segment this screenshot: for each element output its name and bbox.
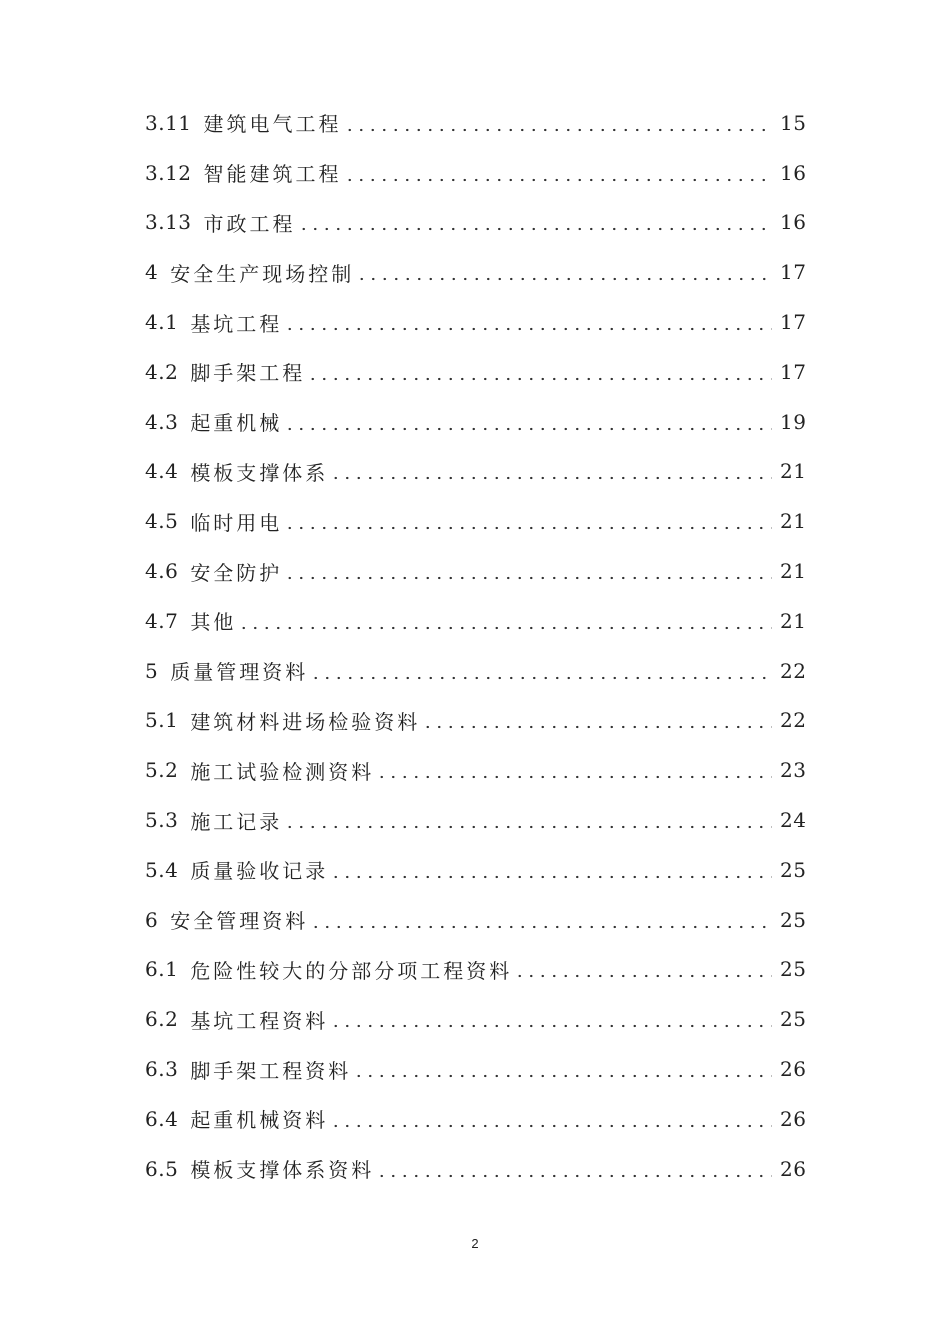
toc-entry[interactable] [145,945,806,995]
toc-entry-title: 安全防护 [190,560,283,585]
toc-dot-leader [356,265,772,285]
toc-entry-page: 17 [780,359,807,384]
toc-entry-page: 25 [780,857,807,882]
toc-entry-number: 4.6 [145,559,179,584]
toc-entry[interactable] [145,198,806,248]
toc-dot-leader [330,863,772,883]
toc-entry-page: 25 [780,1007,807,1032]
toc-entry[interactable] [145,596,806,646]
toc-entry[interactable] [145,148,806,198]
toc-entry-title: 质量验收记录 [190,859,329,884]
toc-entry-title: 基坑工程 [190,311,283,336]
toc-entry[interactable] [145,994,806,1044]
toc-entry[interactable] [145,397,806,447]
toc-entry-number: 4.4 [145,459,179,484]
toc-entry-title: 质量管理资料 [170,660,309,685]
toc-entry-title: 起重机械资料 [190,1108,329,1133]
toc-entry-title: 智能建筑工程 [203,162,342,187]
toc-entry-page: 21 [780,509,807,534]
toc-entry-title: 危险性较大的分部分项工程资料 [190,958,513,983]
toc-entry-number: 6.5 [145,1156,179,1181]
toc-entry-page: 17 [780,310,807,335]
toc-entry-page: 22 [780,658,807,683]
toc-entry[interactable] [145,447,806,497]
toc-dot-leader [344,116,772,136]
toc-entry[interactable] [145,98,806,148]
toc-entry[interactable] [145,845,806,895]
toc-dot-leader [376,763,772,783]
toc-entry[interactable] [145,247,806,297]
toc-entry-number: 4.7 [145,608,179,633]
toc-entry-number: 5.3 [145,808,179,833]
toc-entry[interactable] [145,795,806,845]
toc-entry-title: 建筑电气工程 [203,112,342,137]
toc-entry-title: 模板支撑体系 [190,460,329,485]
toc-dot-leader [310,913,772,933]
page-number: 2 [471,1236,479,1251]
toc-dot-leader [376,1162,772,1182]
table-of-contents [145,98,806,1194]
toc-entry-page: 21 [780,459,807,484]
toc-entry[interactable] [145,1094,806,1144]
toc-entry-number: 3.13 [145,210,192,235]
toc-entry[interactable] [145,745,806,795]
toc-entry-page: 22 [780,708,807,733]
toc-entry-page: 23 [780,758,807,783]
toc-entry-title: 起重机械 [190,411,283,436]
toc-entry[interactable] [145,895,806,945]
toc-dot-leader [284,514,772,534]
toc-entry-title: 施工记录 [190,809,283,834]
toc-entry-page: 21 [780,608,807,633]
toc-dot-leader [298,215,772,235]
toc-dot-leader [284,813,772,833]
toc-dot-leader [422,713,772,733]
toc-dot-leader [284,415,772,435]
toc-entry-title: 脚手架工程资料 [190,1058,352,1083]
toc-entry-page: 15 [780,110,807,135]
toc-entry-title: 建筑材料进场检验资料 [190,709,421,734]
toc-entry[interactable] [145,696,806,746]
toc-entry-title: 其他 [190,610,237,635]
toc-entry-number: 4.3 [145,409,179,434]
toc-entry-title: 临时用电 [190,510,283,535]
toc-dot-leader [238,614,772,634]
toc-entry-number: 6.3 [145,1057,179,1082]
toc-entry-page: 17 [780,260,807,285]
toc-dot-leader [330,1012,772,1032]
toc-entry-page: 21 [780,559,807,584]
toc-entry-title: 安全管理资料 [170,909,309,934]
toc-entry-page: 24 [780,808,807,833]
toc-entry[interactable] [145,1144,806,1194]
toc-entry-number: 6.1 [145,957,179,982]
toc-dot-leader [330,1112,772,1132]
toc-entry-number: 3.11 [145,110,192,135]
toc-dot-leader [307,365,772,385]
toc-entry[interactable] [145,546,806,596]
toc-entry-page: 16 [780,210,807,235]
toc-entry-page: 26 [780,1106,807,1131]
toc-dot-leader [284,564,772,584]
toc-dot-leader [284,315,772,335]
toc-entry-page: 19 [780,409,807,434]
toc-entry-number: 6.2 [145,1007,179,1032]
toc-entry-number: 5 [145,658,159,683]
toc-entry-number: 6.4 [145,1106,179,1131]
toc-entry[interactable] [145,297,806,347]
toc-entry-number: 4.1 [145,310,179,335]
toc-entry[interactable] [145,646,806,696]
toc-entry-page: 26 [780,1156,807,1181]
toc-entry[interactable] [145,347,806,397]
toc-entry[interactable] [145,496,806,546]
toc-entry-number: 3.12 [145,160,192,185]
toc-entry-number: 6 [145,907,159,932]
toc-dot-leader [330,464,772,484]
toc-entry-page: 16 [780,160,807,185]
toc-dot-leader [344,166,772,186]
toc-entry-title: 施工试验检测资料 [190,759,375,784]
toc-entry-number: 5.1 [145,708,179,733]
toc-entry-page: 25 [780,957,807,982]
toc-entry-number: 4.2 [145,359,179,384]
toc-entry-title: 基坑工程资料 [190,1008,329,1033]
toc-dot-leader [514,962,772,982]
toc-entry-page: 26 [780,1057,807,1082]
toc-entry[interactable] [145,1044,806,1094]
toc-entry-title: 模板支撑体系资料 [190,1158,375,1183]
toc-entry-title: 市政工程 [203,211,296,236]
toc-entry-page: 25 [780,907,807,932]
toc-entry-number: 4.5 [145,509,179,534]
toc-entry-number: 5.2 [145,758,179,783]
toc-entry-title: 安全生产现场控制 [170,261,355,286]
toc-entry-title: 脚手架工程 [190,361,306,386]
toc-dot-leader [353,1062,772,1082]
toc-dot-leader [310,664,772,684]
toc-entry-number: 5.4 [145,857,179,882]
toc-entry-number: 4 [145,260,159,285]
